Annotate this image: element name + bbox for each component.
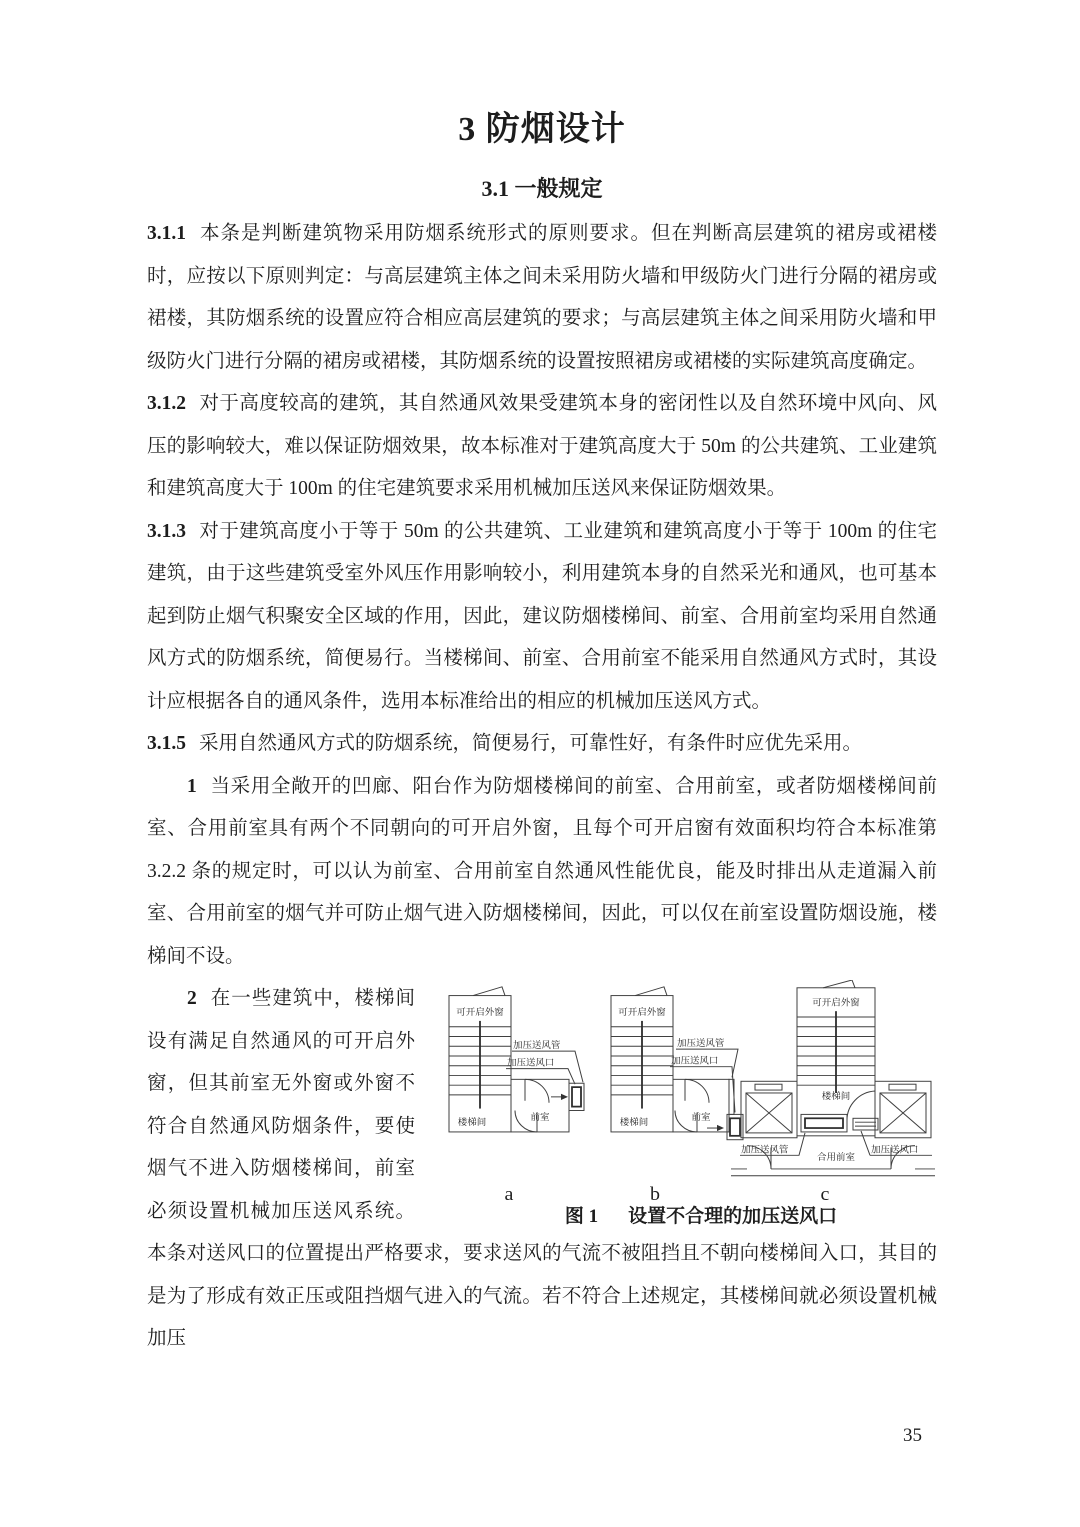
sub-label-a: a (504, 1183, 514, 1204)
label-front-room: 前室 (691, 1113, 711, 1124)
clause-number: 3.1.1 (147, 223, 186, 244)
label-front-room: 前室 (530, 1113, 550, 1124)
airflow-arrowhead-icon (561, 1094, 568, 1100)
label-pressure-duct: 加压送风管 (677, 1039, 725, 1050)
bottom-wall-icon (731, 1169, 935, 1176)
door-arc-icon (847, 1091, 875, 1120)
paragraph-item-1 (147, 766, 937, 979)
air-outlet-inner-icon (572, 1087, 581, 1106)
paragraph-item-2 (147, 978, 937, 1361)
label-staircase: 楼梯间 (457, 1118, 487, 1129)
clause-number: 3.1.5 (147, 733, 186, 754)
paragraph-3-1-1 (147, 213, 937, 383)
label-pressure-duct: 加压送风管 (741, 1145, 789, 1156)
window-flap-icon (635, 987, 667, 996)
label-openable-window: 可开启外窗 (812, 998, 860, 1009)
window-flap-icon (473, 987, 505, 996)
label-pressure-outlet: 加压送风口 (507, 1058, 555, 1069)
air-outlet-grille-icon (855, 1122, 876, 1126)
item-text: 当采用全敞开的凹廊、阳台作为防烟楼梯间的前室、合用前室，或者防烟楼梯间前室、合用前室具有两个不同朝向的可开启外窗，且每个可开启窗有效面积均符合本标准第3.2.2 条的规定时，可以认为前室、合用前室自然通风性能优良，能及时排出从走道漏入前室、合用前室的烟气并可防止烟气进入防烟楼梯间，因此，可以仅在前室设置防烟设施，楼梯间不设。 (147, 775, 937, 967)
clause-text: 采用自然通风方式的防烟系统，简便易行，可靠性好，有条件时应优先采用。 (199, 733, 863, 754)
air-outlet-inner-icon (730, 1118, 740, 1136)
diagram-b (611, 987, 743, 1140)
diagram-a (449, 987, 584, 1132)
figure-1 (425, 980, 937, 1230)
label-pressure-outlet: 加压送风口 (871, 1145, 919, 1156)
page-content (147, 108, 937, 1361)
label-staircase: 楼梯间 (619, 1118, 649, 1129)
clause-number: 3.1.2 (147, 393, 186, 414)
figure-1-diagrams (425, 980, 935, 1204)
air-duct-box-icon (801, 1114, 847, 1132)
item-text: 在一些建筑中，楼梯间设有满足自然通风的可开启外窗，但其前室无外窗或外窗不符合自然通风防烟条件，要使烟气不进入防烟楼梯间，前室必须设置机械加压送风系统。本条对送风口的位置提出严格要求，要求送风的气流不被阻挡且不朝向楼梯间入口，其目的是为了形成有效正压或阻挡烟气进入的气流。若不符合上述规定，其楼梯间就必须设置机械加压 (147, 988, 937, 1349)
clause-number: 3.1.3 (147, 520, 186, 542)
figure-caption-text: 设置不合理的加压送风口 (628, 1206, 838, 1227)
airflow-arrowhead-icon (717, 1125, 724, 1131)
label-shared-front-room: 合用前室 (817, 1153, 855, 1164)
paragraph-3-1-2 (147, 383, 937, 511)
leader-line-icon (506, 1069, 575, 1085)
chapter-title: 3 防烟设计 (458, 111, 626, 148)
clause-text: 对于高度较高的建筑，其自然通风效果受建筑本身的密闭性以及自然环境中风向、风压的影响较大，难以保证防烟效果，故本标准对于建筑高度大于 50m 的公共建筑、工业建筑和建筑高度大于 100m 的住宅建筑要求采用机械加压送风来保证防烟效果。 (147, 393, 937, 499)
elevator-left-icon (741, 1081, 797, 1137)
diagram-c (731, 980, 935, 1176)
sub-label-c: c (820, 1183, 830, 1204)
page-number: 35 (903, 1425, 922, 1446)
label-staircase: 楼梯间 (821, 1091, 851, 1102)
air-duct-inner-icon (805, 1118, 843, 1128)
item-number: 1 (187, 775, 197, 797)
label-openable-window: 可开启外窗 (456, 1008, 504, 1019)
label-pressure-outlet: 加压送风口 (671, 1056, 719, 1067)
door-arc-icon (685, 1079, 709, 1102)
paragraph-3-1-3 (147, 511, 937, 724)
clause-text: 本条是判断建筑物采用防烟系统形式的原则要求。但在判断高层建筑的裙房或裙楼时，应按以下原则判定：与高层建筑主体之间未采用防火墙和甲级防火门进行分隔的裙房或裙楼，其防烟系统的设置应符合相应高层建筑的要求；与高层建筑主体之间采用防火墙和甲级防火门进行分隔的裙房或裙楼，其防烟系统的设置按照裙房或裙楼的实际建筑高度确定。 (147, 223, 937, 372)
leader-line-icon (670, 1067, 735, 1113)
label-openable-window: 可开启外窗 (618, 1008, 666, 1019)
window-flap-icon (823, 980, 855, 988)
figure-caption-label: 图 1 (564, 1206, 599, 1227)
paragraph-3-1-5 (147, 723, 937, 766)
door-arc-icon (525, 1079, 549, 1102)
label-pressure-duct: 加压送风管 (513, 1041, 561, 1052)
section-heading: 3.1 一般规定 (481, 176, 603, 201)
item-number: 2 (187, 988, 197, 1009)
front-room-outline-icon (673, 1079, 729, 1132)
air-outlet-box-icon (853, 1118, 878, 1130)
figure-caption (425, 1204, 937, 1230)
clause-text: 对于建筑高度小于等于 50m 的公共建筑、工业建筑和建筑高度小于等于 100m 的住宅建筑，由于这些建筑受室外风压作用影响较小，利用建筑本身的自然采光和通风，也可基本起到防止烟气积聚安全区域的作用，因此，建议防烟楼梯间、前室、合用前室均采用自然通风方式的防烟系统，简便易行。当楼梯间、前室、合用前室不能采用自然通风方式时，其设计应根据各自的通风条件，选用本标准给出的相应的机械加压送风方式。 (147, 520, 937, 712)
sub-label-b: b (649, 1183, 661, 1204)
elevator-right-icon (875, 1081, 931, 1137)
